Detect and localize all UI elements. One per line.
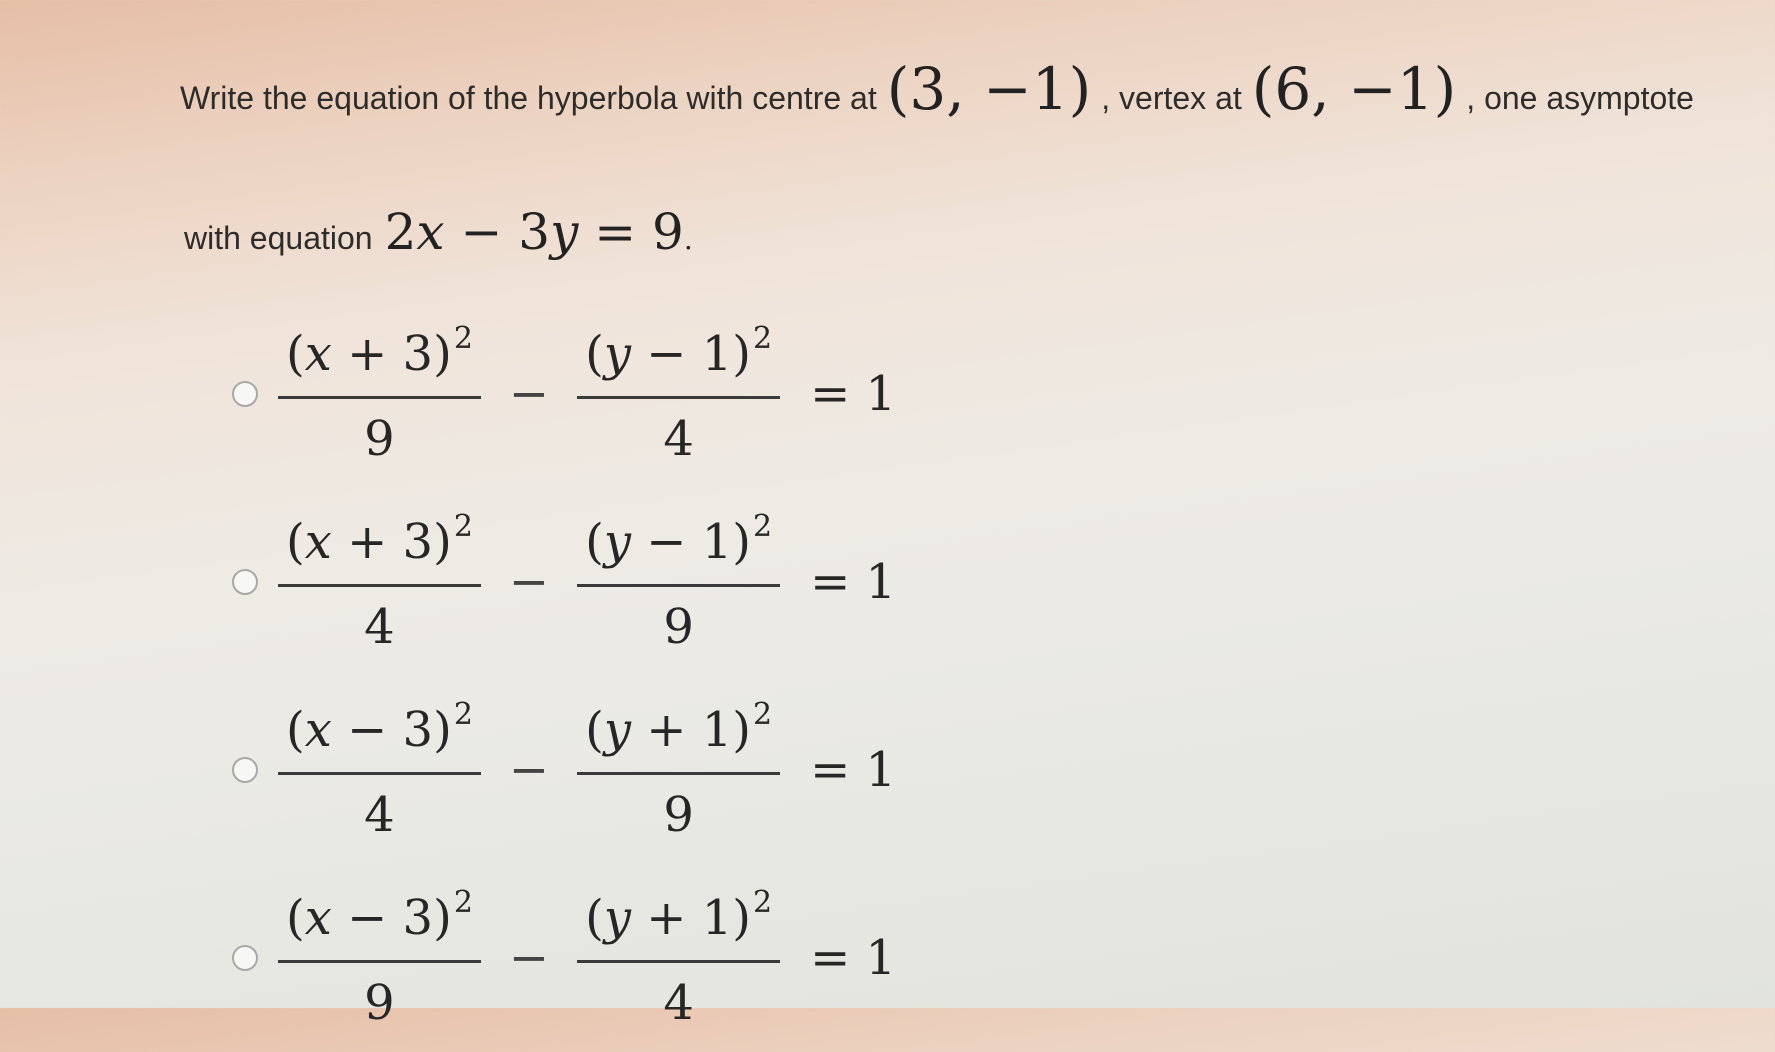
- centre-point: (3, −1): [886, 55, 1092, 123]
- paren: (: [286, 514, 305, 570]
- y-denominator: 4: [663, 975, 694, 1031]
- y-numerator: [577, 885, 780, 963]
- radio-button[interactable]: [232, 757, 258, 783]
- exponent: 2: [453, 509, 473, 544]
- x-numerator: [278, 885, 481, 963]
- exponent: 2: [752, 321, 773, 356]
- exponent: 2: [453, 885, 473, 920]
- equals-one: = 1: [810, 742, 897, 798]
- var-y: y: [603, 326, 631, 382]
- y-shift: + 1): [630, 890, 751, 946]
- asymptote-period: .: [683, 223, 693, 256]
- minus-sign: −: [508, 554, 550, 610]
- question-line-1: [180, 55, 1760, 145]
- asymptote-equation: [385, 203, 693, 261]
- exponent: 2: [453, 321, 473, 356]
- question-prompt: [180, 55, 1760, 261]
- choice-equation: [278, 321, 896, 467]
- choice-option[interactable]: [232, 864, 896, 1052]
- y-denominator: 9: [663, 599, 694, 655]
- asymptote-var-y: y: [550, 203, 579, 261]
- paren: (: [585, 702, 604, 758]
- radio-button[interactable]: [232, 569, 258, 595]
- y-fraction: [577, 885, 780, 1031]
- x-shift: − 3): [331, 890, 452, 946]
- y-fraction: [577, 697, 780, 843]
- exponent: 2: [752, 509, 773, 544]
- var-y: y: [603, 514, 631, 570]
- x-fraction: [278, 321, 481, 467]
- answer-choices: [232, 300, 896, 1052]
- equals-one: = 1: [810, 554, 897, 610]
- x-numerator: [278, 509, 481, 587]
- x-fraction: [278, 697, 481, 843]
- x-shift: + 3): [331, 514, 452, 570]
- question-text: Write the equation of the hyperbola with centre at: [180, 80, 877, 116]
- vertex-point: (6, −1): [1251, 55, 1457, 123]
- y-numerator: [577, 697, 780, 775]
- var-x: x: [304, 702, 332, 758]
- var-y: y: [603, 890, 631, 946]
- y-shift: − 1): [630, 326, 751, 382]
- question-text: , vertex at: [1101, 80, 1242, 116]
- paren: (: [286, 890, 305, 946]
- x-denominator: 4: [364, 787, 395, 843]
- y-denominator: 9: [663, 787, 694, 843]
- paren: (: [286, 326, 305, 382]
- choice-option[interactable]: [232, 300, 896, 488]
- var-x: x: [304, 326, 332, 382]
- choice-option[interactable]: [232, 488, 896, 676]
- y-fraction: [577, 509, 780, 655]
- question-text: with equation: [184, 220, 373, 256]
- choice-equation: [278, 509, 896, 655]
- question-line-2: [184, 203, 1760, 261]
- var-y: y: [603, 702, 631, 758]
- var-x: x: [304, 514, 332, 570]
- x-denominator: 9: [364, 975, 395, 1031]
- choice-equation: [278, 885, 896, 1031]
- asymptote-rhs: = 9: [578, 203, 684, 261]
- choice-equation: [278, 697, 896, 843]
- x-fraction: [278, 885, 481, 1031]
- y-fraction: [577, 321, 780, 467]
- y-shift: + 1): [630, 702, 751, 758]
- x-numerator: [278, 697, 481, 775]
- minus-sign: −: [508, 742, 550, 798]
- exponent: 2: [752, 697, 773, 732]
- x-shift: + 3): [331, 326, 452, 382]
- y-shift: − 1): [630, 514, 751, 570]
- paren: (: [585, 514, 604, 570]
- radio-button[interactable]: [232, 381, 258, 407]
- paren: (: [585, 890, 604, 946]
- x-denominator: 4: [364, 599, 395, 655]
- minus-sign: −: [508, 366, 550, 422]
- paren: (: [585, 326, 604, 382]
- x-shift: − 3): [331, 702, 452, 758]
- radio-button[interactable]: [232, 945, 258, 971]
- x-numerator: [278, 321, 481, 399]
- x-denominator: 9: [364, 411, 395, 467]
- y-numerator: [577, 321, 780, 399]
- equals-one: = 1: [810, 366, 897, 422]
- y-denominator: 4: [663, 411, 694, 467]
- exponent: 2: [453, 697, 473, 732]
- minus-sign: −: [508, 930, 550, 986]
- paren: (: [286, 702, 305, 758]
- exponent: 2: [752, 885, 773, 920]
- y-numerator: [577, 509, 780, 587]
- choice-option[interactable]: [232, 676, 896, 864]
- x-fraction: [278, 509, 481, 655]
- asymptote-minus: − 3: [444, 203, 551, 261]
- asymptote-coef-x: 2: [384, 203, 417, 261]
- question-text: , one asymptote: [1466, 80, 1694, 116]
- asymptote-var-x: x: [416, 203, 445, 261]
- equals-one: = 1: [810, 930, 897, 986]
- var-x: x: [304, 890, 332, 946]
